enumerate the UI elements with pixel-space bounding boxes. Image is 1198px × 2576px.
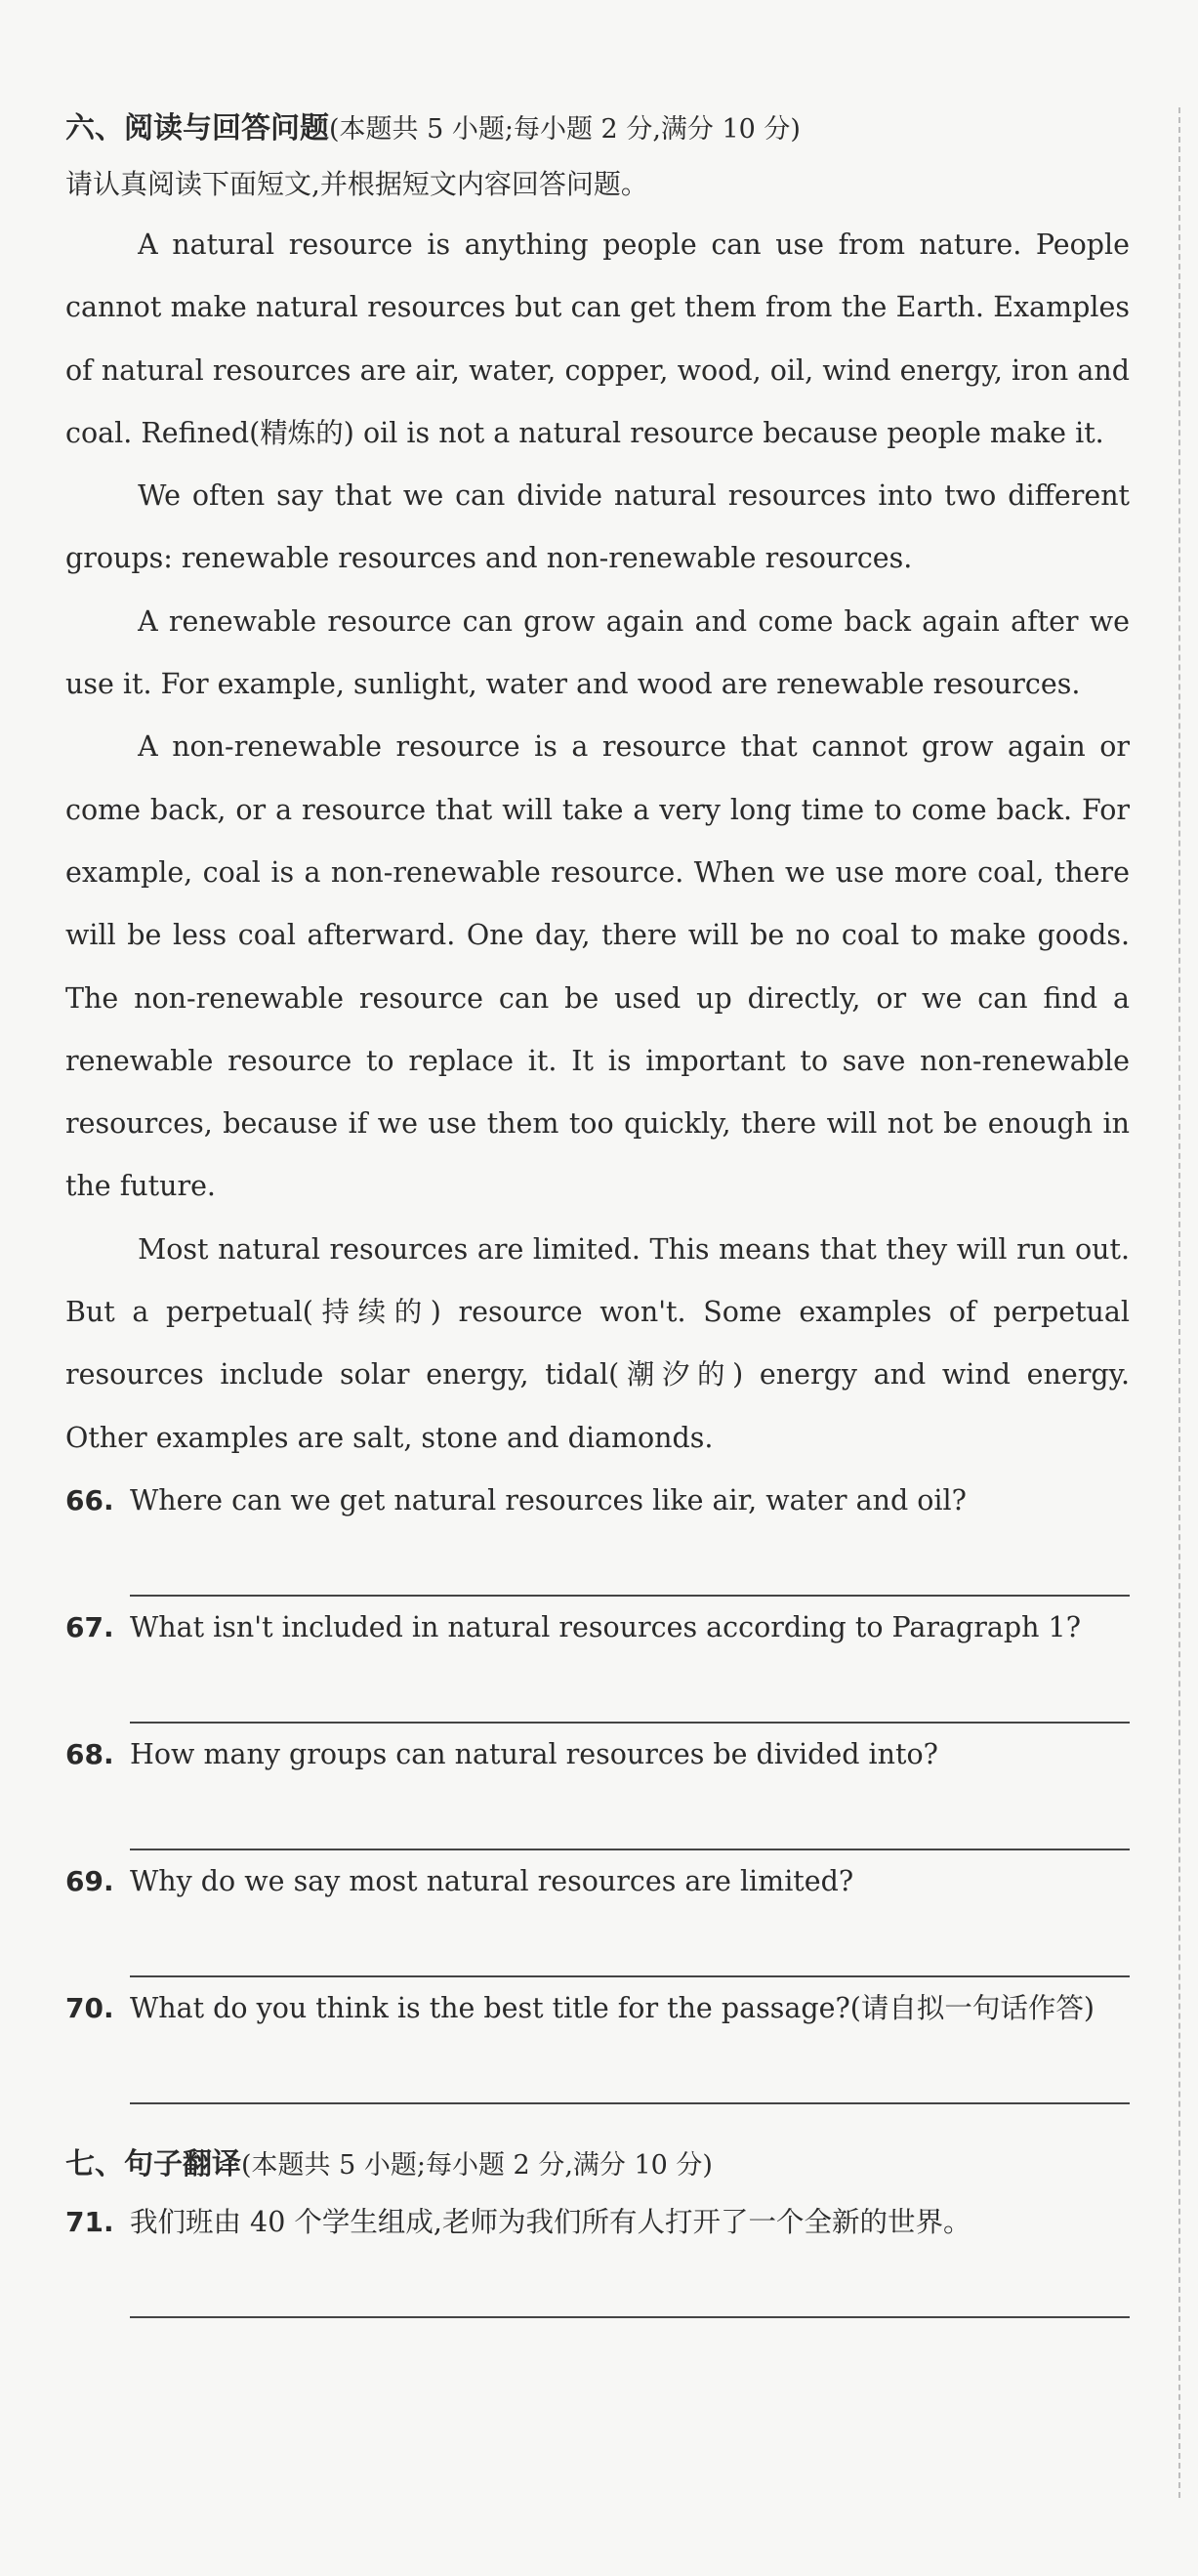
question-number: 70.	[65, 1991, 114, 2024]
page-content	[65, 107, 1130, 2318]
section-6-note: (本题共 5 小题;每小题 2 分,满分 10 分)	[329, 114, 801, 145]
question-text: How many groups can natural resources be divided into?	[130, 1737, 938, 1770]
binding-margin-line	[1178, 107, 1180, 2498]
question-number: 71.	[65, 2205, 114, 2238]
passage-paragraph-2: We often say that we can divide natural resources into two different groups: renewable resources and non-renewable resources.	[65, 479, 1130, 575]
answer-line[interactable]	[130, 1659, 1130, 1724]
question-text: What do you think is the best title for the passage?(请自拟一句话作答)	[130, 1991, 1095, 2024]
question-69	[65, 1850, 1130, 1977]
question-68	[65, 1724, 1130, 1850]
question-number: 66.	[65, 1483, 114, 1517]
question-text: Where can we get natural resources like air, water and oil?	[130, 1483, 967, 1517]
section-7-heading	[65, 2143, 1130, 2187]
answer-line[interactable]	[130, 1532, 1130, 1597]
answer-line[interactable]	[130, 2040, 1130, 2104]
question-text: What isn't included in natural resources according to Paragraph 1?	[130, 1610, 1081, 1643]
question-number: 67.	[65, 1610, 114, 1643]
passage-paragraph-3: A renewable resource can grow again and come back again after we use it. For example, sunlight, water and wood are renewable resources.	[65, 604, 1130, 701]
passage-paragraph-1: A natural resource is anything people can use from nature. People cannot make natural resources but can get them from the Earth. Examples of natural resources are air, water, copper, wood, oil, wind energy, iron and coal. Refined(精炼的) oil is not a natural resource because people make it.	[65, 229, 1130, 449]
section-6-instruction: 请认真阅读下面短文,并根据短文内容回答问题。	[65, 168, 648, 200]
passage-paragraph-5: Most natural resources are limited. This means that they will run out. But a perpetual(持续的) resource won't. Some examples of perpetual resources include solar energy, tidal(潮汐的) energy and wind energy. Other examples are salt, stone and diamonds.	[65, 1232, 1130, 1454]
question-70	[65, 1977, 1130, 2104]
section-7-title: 七、句子翻译	[65, 2146, 241, 2181]
section-6-heading	[65, 107, 1130, 151]
question-text: 我们班由 40 个学生组成,老师为我们所有人打开了一个全新的世界。	[130, 2205, 971, 2238]
question-66	[65, 1470, 1130, 1597]
question-71	[65, 2191, 1130, 2318]
reading-passage	[65, 214, 1130, 1470]
answer-line[interactable]	[130, 1913, 1130, 1977]
answer-line[interactable]	[130, 1786, 1130, 1850]
section-6-title: 六、阅读与回答问题	[65, 111, 329, 145]
question-number: 68.	[65, 1737, 114, 1770]
section-7-note: (本题共 5 小题;每小题 2 分,满分 10 分)	[241, 2149, 713, 2181]
answer-line[interactable]	[130, 2254, 1130, 2318]
question-67	[65, 1597, 1130, 1724]
question-number: 69.	[65, 1864, 114, 1897]
question-text: Why do we say most natural resources are limited?	[130, 1864, 854, 1897]
passage-paragraph-4: A non-renewable resource is a resource that cannot grow again or come back, or a resource that will take a very long time to come back. For example, coal is a non-renewable resource. When we use more coal, there will be less coal afterward. One day, there will be no coal to make goods. The non-renewable resource can be used up directly, or we can find a renewable resource to replace it. It is important to save non-renewable resources, because if we use them too quickly, there will not be enough in the future.	[65, 730, 1130, 1203]
